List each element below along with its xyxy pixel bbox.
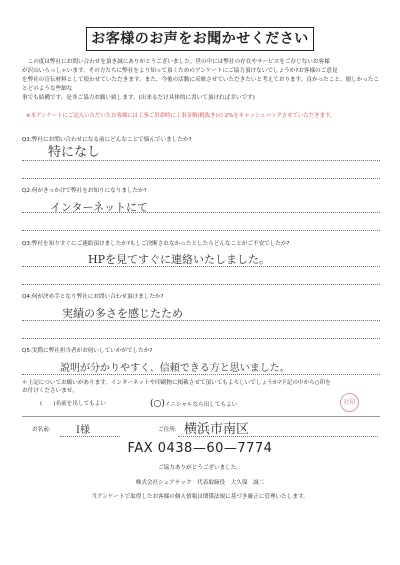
fax-number: FAX 0438—60—7774 — [127, 441, 273, 456]
address-value: 横浜市南区 — [184, 422, 250, 437]
thanks-text: ご協力ありがとうございました。 — [158, 465, 242, 471]
consent-question: ＊上記についてお願いがあります。インターネットや印刷物に掲載させて頂いてもよろしいでしょうか?下記の中から○印を お付けくださいませ。 — [22, 380, 331, 394]
option-initial-ok[interactable] — [150, 399, 237, 409]
answer-2: インターネットにて — [50, 201, 149, 214]
name-line — [60, 436, 120, 437]
answer-line — [22, 266, 380, 267]
name-value: I様 — [76, 425, 90, 436]
answer-line — [22, 178, 380, 179]
name-label: お名前: — [32, 427, 51, 433]
answer-line — [22, 160, 380, 161]
answer-line — [22, 374, 380, 375]
answer-1: 特になし — [48, 145, 101, 160]
address-label: ご住所: — [158, 427, 177, 433]
company-name: 株式会社シェアテック 代表取締役 大久保 誠二 — [135, 480, 265, 486]
question-2: Q2:何がきっかけで弊社をお知りになりましたか? — [22, 188, 147, 194]
company-seal: 社印 — [340, 393, 359, 412]
question-1: Q1:弊社にお問い合わせになる前にどんなことで悩んでいましたか? — [22, 137, 192, 143]
option-label: 名前を出してもよい — [55, 401, 106, 407]
privacy-note: 当アンケートで取得したお客様の個人情報は関係法規に基づき厳正に管理いたします。 — [91, 494, 309, 500]
page-title: お客様のお声をお聞かせください — [86, 27, 314, 51]
address-line — [178, 436, 378, 437]
cashback-note: ※本アンケートにご記入いただいたお客様には工事ご用命時に工事金額(税抜き)の 2%をキャッシュバックさせていただきます。 — [26, 113, 336, 119]
answer-line — [22, 338, 380, 339]
answer-3: HPを見てすぐに連絡いたしました。 — [88, 253, 270, 266]
answer-line — [22, 320, 380, 321]
question-5: Q5:実際に弊社担当者がお伺いしていかがでしたか? — [22, 348, 153, 354]
intro-text: この度は弊社にお問い合わせを頂き誠にありがとうございました。世の中には弊社の存在やサービスをご存じないお客様 が沢山いらっしゃいます。その方たちに弊社をより知って頂くためのアンケートにご協力頂けないでしょうか?お客様のご意見 を弊社の宣伝材料として使わせていただきます。また、今後の活動に反映させていただきたいと考えております。良かったこと、嬉しかったことどのような些細な 事でも結構です。是非ご協力お願い致します。(出来るだけ具体的に書いて頂ければ幸いです) — [22, 59, 380, 101]
option-label: イニシャルなら出してもよい — [164, 402, 238, 408]
option-name-ok[interactable] — [40, 399, 106, 407]
question-4: Q4:何が決め手となり弊社にお問い合わせ頂けましたか? — [22, 294, 164, 300]
answer-5: 説明が分かりやすく、信頼できる方と思いました。 — [60, 363, 290, 374]
question-3: Q3:弊社を知りすぐにご連絡頂けましたか?もしご決断されなかったとしたらどんなことがご不安でしたか? — [22, 241, 290, 247]
option-mark: (○) — [150, 399, 165, 409]
divider — [22, 416, 380, 417]
answer-line — [22, 212, 380, 213]
answer-line — [22, 230, 380, 231]
option-mark: ( ) — [40, 401, 56, 407]
answer-4: 実績の多さを感じたため — [62, 307, 183, 320]
answer-line — [22, 284, 380, 285]
